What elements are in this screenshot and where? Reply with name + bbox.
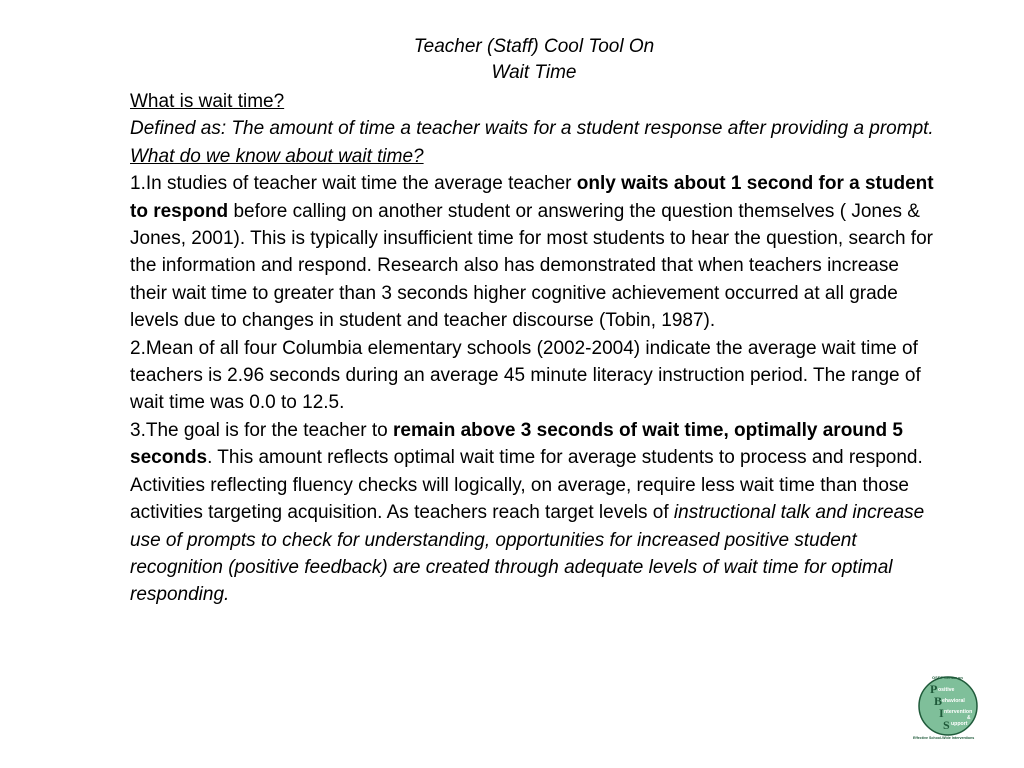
slide-title — [0, 34, 1024, 86]
logo-word-behavioral: ehavioral — [942, 698, 965, 704]
logo-letter-s: S — [943, 718, 950, 732]
logo-bottom-text: Effective School-Wide Interventions — [913, 736, 975, 740]
point-3-italic: instructional talk and increase use of prompts to check for understanding, opportunities for increased positive student recognition (positive feedback) are created through adequate levels of wait time for optimal responding. — [130, 502, 925, 606]
logo-word-support: upport — [951, 721, 968, 727]
pbis-logo — [910, 672, 994, 740]
point-2: 2.Mean of all four Columbia elementary schools (2002-2004) indicate the average wait time of teachers is 2.96 seconds during an average 45 minute literacy instruction period. The range of wait time was 0.0 to 12.5. — [130, 337, 921, 414]
logo-letter-p: P — [930, 682, 938, 696]
logo-top-text: OSEP Center on — [932, 675, 963, 680]
definition-text: Defined as: The amount of time a teacher waits for a student response after providing a prompt. — [130, 118, 934, 140]
logo-word-intervention: ntervention — [944, 709, 973, 715]
point-3-middle: . This amount reflects optimal wait time for average students to process and respond. Activities reflecting fluency checks will logically, on average, require less wait time than those activities targeting acquisition. As teachers reach target levels of — [130, 447, 923, 524]
point-1-bold: only waits about 1 second for a student to respond — [130, 173, 934, 222]
point-3-bold: remain above 3 seconds of wait time, optimally around 5 seconds — [130, 419, 903, 469]
logo-letter-b: B — [934, 694, 943, 708]
point-3 — [130, 417, 940, 609]
title-line-2: Wait Time — [491, 62, 577, 83]
question-heading-2: What do we know about wait time? — [130, 145, 424, 167]
slide-body — [130, 88, 940, 609]
logo-ampersand: & — [967, 715, 971, 721]
point-1 — [130, 170, 940, 334]
title-line-1: Teacher (Staff) Cool Tool On — [413, 36, 655, 57]
logo-letter-i: I — [939, 706, 944, 720]
question-heading-1: What is wait time? — [130, 91, 285, 112]
logo-word-positive: ositive — [938, 687, 955, 693]
point-1-lead: 1.In studies of teacher wait time the average teacher — [130, 173, 577, 195]
point-3-lead: 3.The goal is for the teacher to — [130, 419, 393, 441]
point-1-rest: before calling on another student or answering the question themselves ( Jones & Jones, 2001). This is typically insufficient time for most students to hear the question, search for the information and respond. Research also has demonstrated that when teachers increase their wait time to greater than 3 seconds higher cognitive achievement occurred at all grade levels due to changes in student and teacher discourse (Tobin, 1987). — [130, 200, 933, 332]
